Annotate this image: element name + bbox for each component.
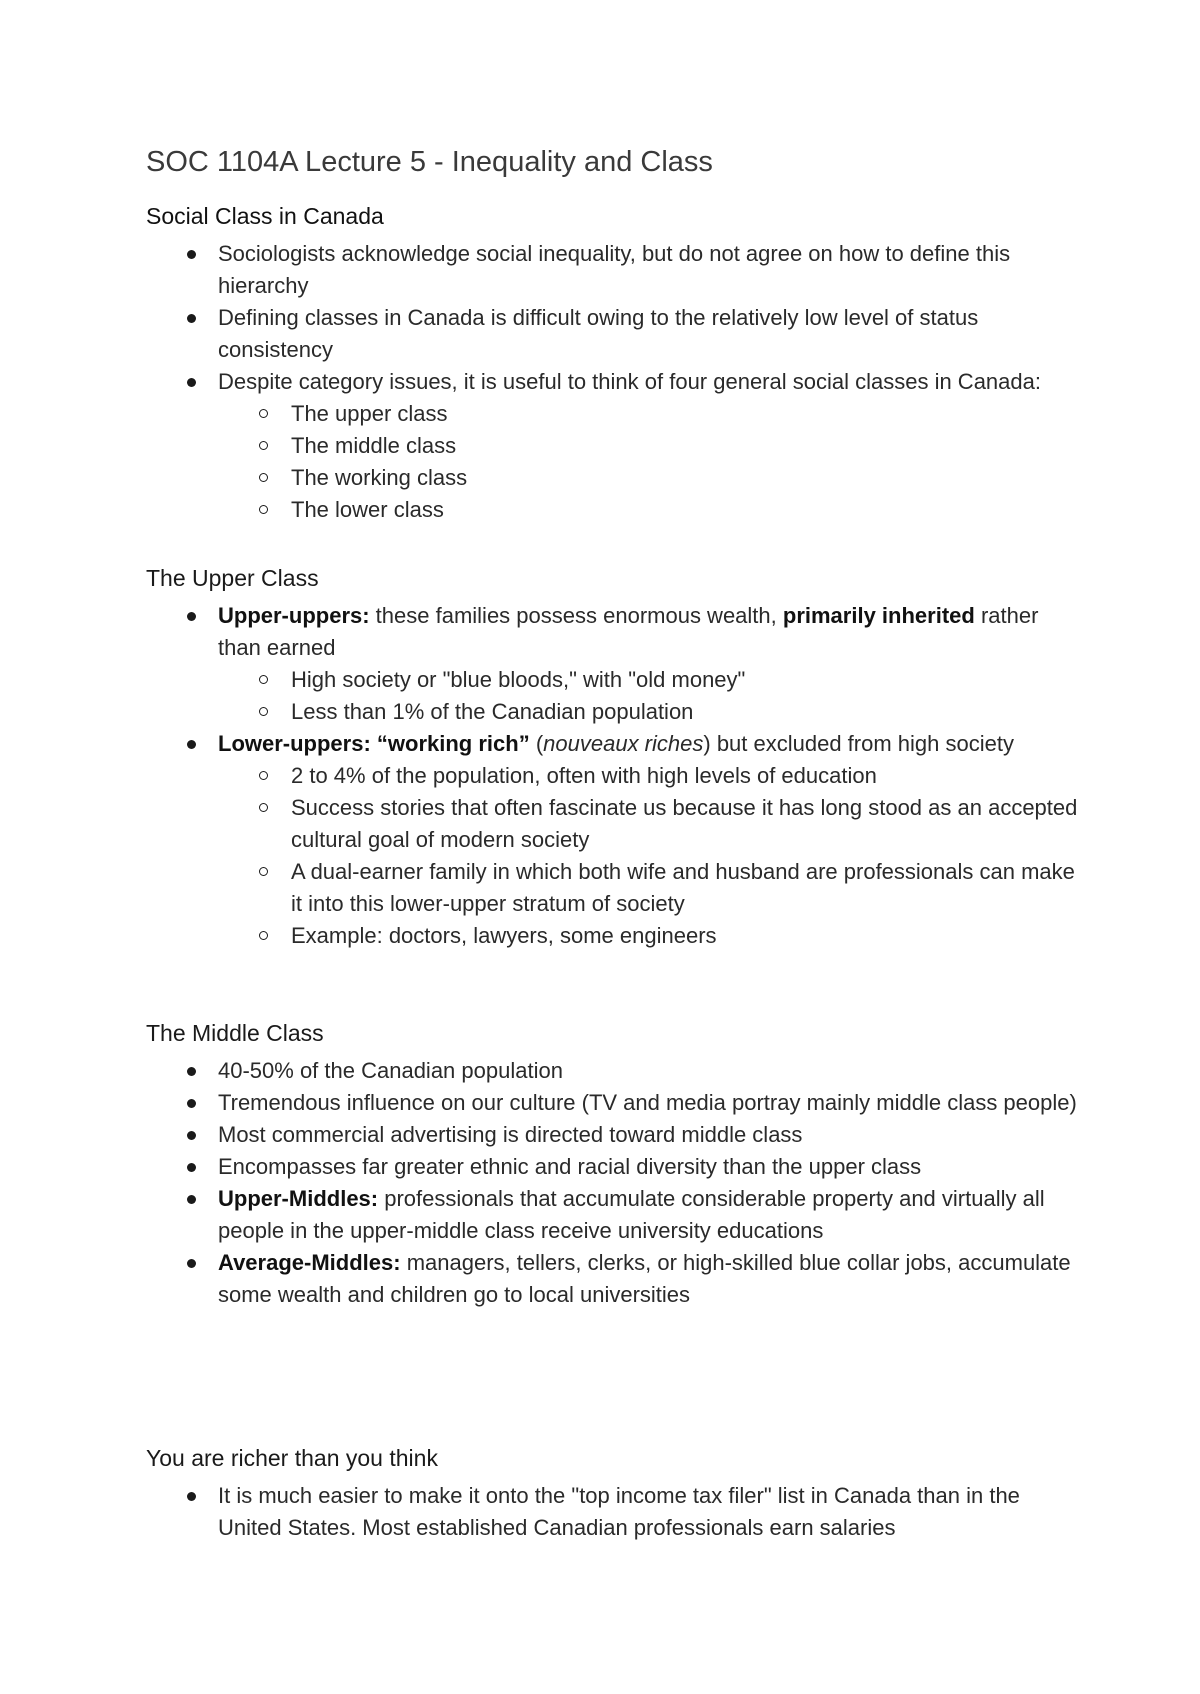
list-item: Lower-uppers: “working rich” (nouveaux riches) but excluded from high society 2 to 4% of the population, often with high levels of education Success stories that often fascinate us because it has long stood as an accepted cultural goal of modern society A dual-earner family in which both wife and husband are professionals can make it into this lower-upper stratum of society Example: doctors, lawyers, some engineers xyxy=(146,728,1086,952)
term-label: Upper-Middles: xyxy=(218,1186,379,1211)
list-item: Encompasses far greater ethnic and racial diversity than the upper class xyxy=(146,1151,1086,1183)
list-item: Most commercial advertising is directed toward middle class xyxy=(146,1119,1086,1151)
sub-list-item: The middle class xyxy=(291,430,1086,462)
list-item: Upper-Middles: professionals that accumulate considerable property and virtually all people in the upper-middle class receive university educations xyxy=(146,1183,1086,1247)
sub-list xyxy=(218,760,1086,952)
sub-list xyxy=(218,664,1086,728)
sub-list-item: Success stories that often fascinate us because it has long stood as an accepted cultural goal of modern society xyxy=(291,792,1086,856)
list-item: Despite category issues, it is useful to think of four general social classes in Canada: The upper class The middle class The working class The lower class xyxy=(146,366,1086,526)
list-item: Defining classes in Canada is difficult owing to the relatively low level of status consistency xyxy=(146,302,1086,366)
document-title: SOC 1104A Lecture 5 - Inequality and Class xyxy=(146,146,713,178)
list-item: Sociologists acknowledge social inequality, but do not agree on how to define this hierarchy xyxy=(146,238,1086,302)
sub-list-item: High society or "blue bloods," with "old money" xyxy=(291,664,1086,696)
list-item: Upper-uppers: these families possess enormous wealth, primarily inherited rather than earned High society or "blue bloods," with "old money" Less than 1% of the Canadian population xyxy=(146,600,1086,728)
sub-list-item: The upper class xyxy=(291,398,1086,430)
section-heading: Social Class in Canada xyxy=(146,203,384,229)
list-item: Average-Middles: managers, tellers, clerks, or high-skilled blue collar jobs, accumulate some wealth and children go to local universities xyxy=(146,1247,1086,1311)
list-item: It is much easier to make it onto the "top income tax filer" list in Canada than in the United States. Most established Canadian professionals earn salaries xyxy=(146,1480,1086,1544)
section-heading: The Upper Class xyxy=(146,565,319,591)
bullet-list xyxy=(146,600,1086,952)
sub-list-item: Less than 1% of the Canadian population xyxy=(291,696,1086,728)
bullet-list xyxy=(146,238,1086,526)
bullet-list xyxy=(146,1055,1086,1311)
term-label: Upper-uppers: xyxy=(218,603,370,628)
bullet-list xyxy=(146,1480,1086,1544)
section-upper-class xyxy=(146,562,1086,952)
term-label: Lower-uppers: “working rich” xyxy=(218,731,530,756)
list-item: Tremendous influence on our culture (TV and media portray mainly middle class people) xyxy=(146,1087,1086,1119)
italic-term: nouveaux riches xyxy=(543,731,704,756)
section-social-class xyxy=(146,200,1086,526)
emphasis-text: primarily inherited xyxy=(782,603,975,628)
list-item: 40-50% of the Canadian population xyxy=(146,1055,1086,1087)
sub-list-item: A dual-earner family in which both wife and husband are professionals can make it into this lower-upper stratum of society xyxy=(291,856,1086,920)
sub-list-item: The lower class xyxy=(291,494,1086,526)
sub-list-item: Example: doctors, lawyers, some engineers xyxy=(291,920,1086,952)
sub-list-item: The working class xyxy=(291,462,1086,494)
section-heading: The Middle Class xyxy=(146,1020,324,1046)
section-heading: You are richer than you think xyxy=(146,1445,438,1471)
section-richer xyxy=(146,1442,1086,1544)
sub-list xyxy=(218,398,1086,526)
term-label: Average-Middles: xyxy=(218,1250,401,1275)
sub-list-item: 2 to 4% of the population, often with high levels of education xyxy=(291,760,1086,792)
section-middle-class xyxy=(146,1017,1086,1311)
